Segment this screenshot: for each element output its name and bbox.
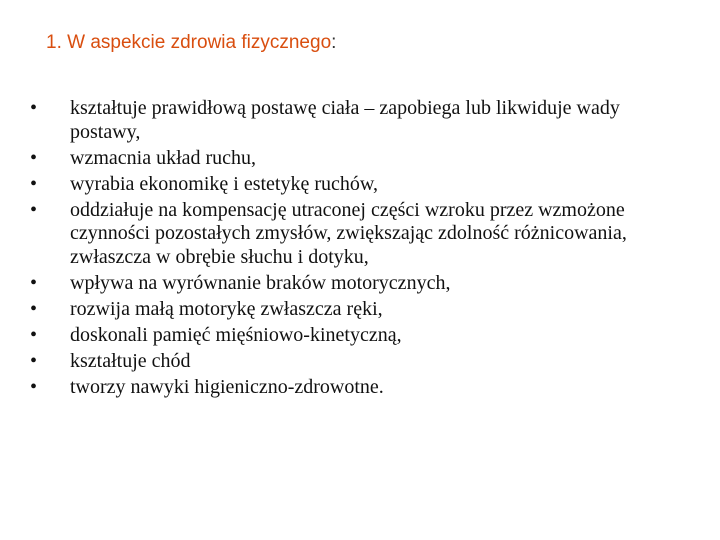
bullet-icon: • bbox=[30, 375, 38, 398]
list-item-text: kształtuje chód bbox=[70, 349, 191, 372]
bullet-icon: • bbox=[30, 146, 38, 169]
list-item-text: oddziałuje na kompensację utraconej części wzroku przez wzmożone czynności pozostałych zmysłów, zwiększając zdolność różnicowania, zwłaszcza w obrębie słuchu i dotyku, bbox=[70, 198, 627, 268]
list-item-text: wpływa na wyrównanie braków motorycznych, bbox=[70, 271, 451, 294]
list-item bbox=[30, 376, 690, 400]
list-item-text: wyrabia ekonomikę i estetykę ruchów, bbox=[70, 172, 379, 195]
title-colon: : bbox=[331, 32, 337, 53]
title-number: 1. bbox=[46, 32, 62, 53]
list-item bbox=[30, 147, 690, 171]
bullet-icon: • bbox=[30, 97, 38, 119]
list-item-text: tworzy nawyki higieniczno-zdrowotne. bbox=[70, 375, 384, 398]
list-item-text: rozwija małą motorykę zwłaszcza ręki, bbox=[70, 297, 383, 320]
list-item bbox=[30, 350, 690, 374]
bullet-icon: • bbox=[30, 349, 38, 372]
list-item bbox=[30, 272, 690, 296]
slide-title bbox=[46, 31, 336, 55]
list-item-text: kształtuje prawidłową postawę ciała – zapobiega lub likwiduje wady postawy, bbox=[70, 97, 620, 143]
bullet-list bbox=[30, 97, 690, 402]
list-item bbox=[30, 324, 690, 348]
list-item bbox=[30, 173, 690, 197]
bullet-icon: • bbox=[30, 172, 38, 195]
list-item-text: wzmacnia układ ruchu, bbox=[70, 146, 257, 169]
list-item bbox=[30, 298, 690, 322]
bullet-icon: • bbox=[30, 323, 38, 346]
title-text: W aspekcie zdrowia fizycznego bbox=[67, 32, 332, 53]
list-item-text: doskonali pamięć mięśniowo-kinetyczną, bbox=[70, 323, 402, 346]
bullet-icon: • bbox=[30, 198, 38, 221]
bullet-icon: • bbox=[30, 271, 38, 294]
bullet-icon: • bbox=[30, 297, 38, 320]
list-item bbox=[30, 97, 690, 144]
list-item bbox=[30, 199, 690, 270]
